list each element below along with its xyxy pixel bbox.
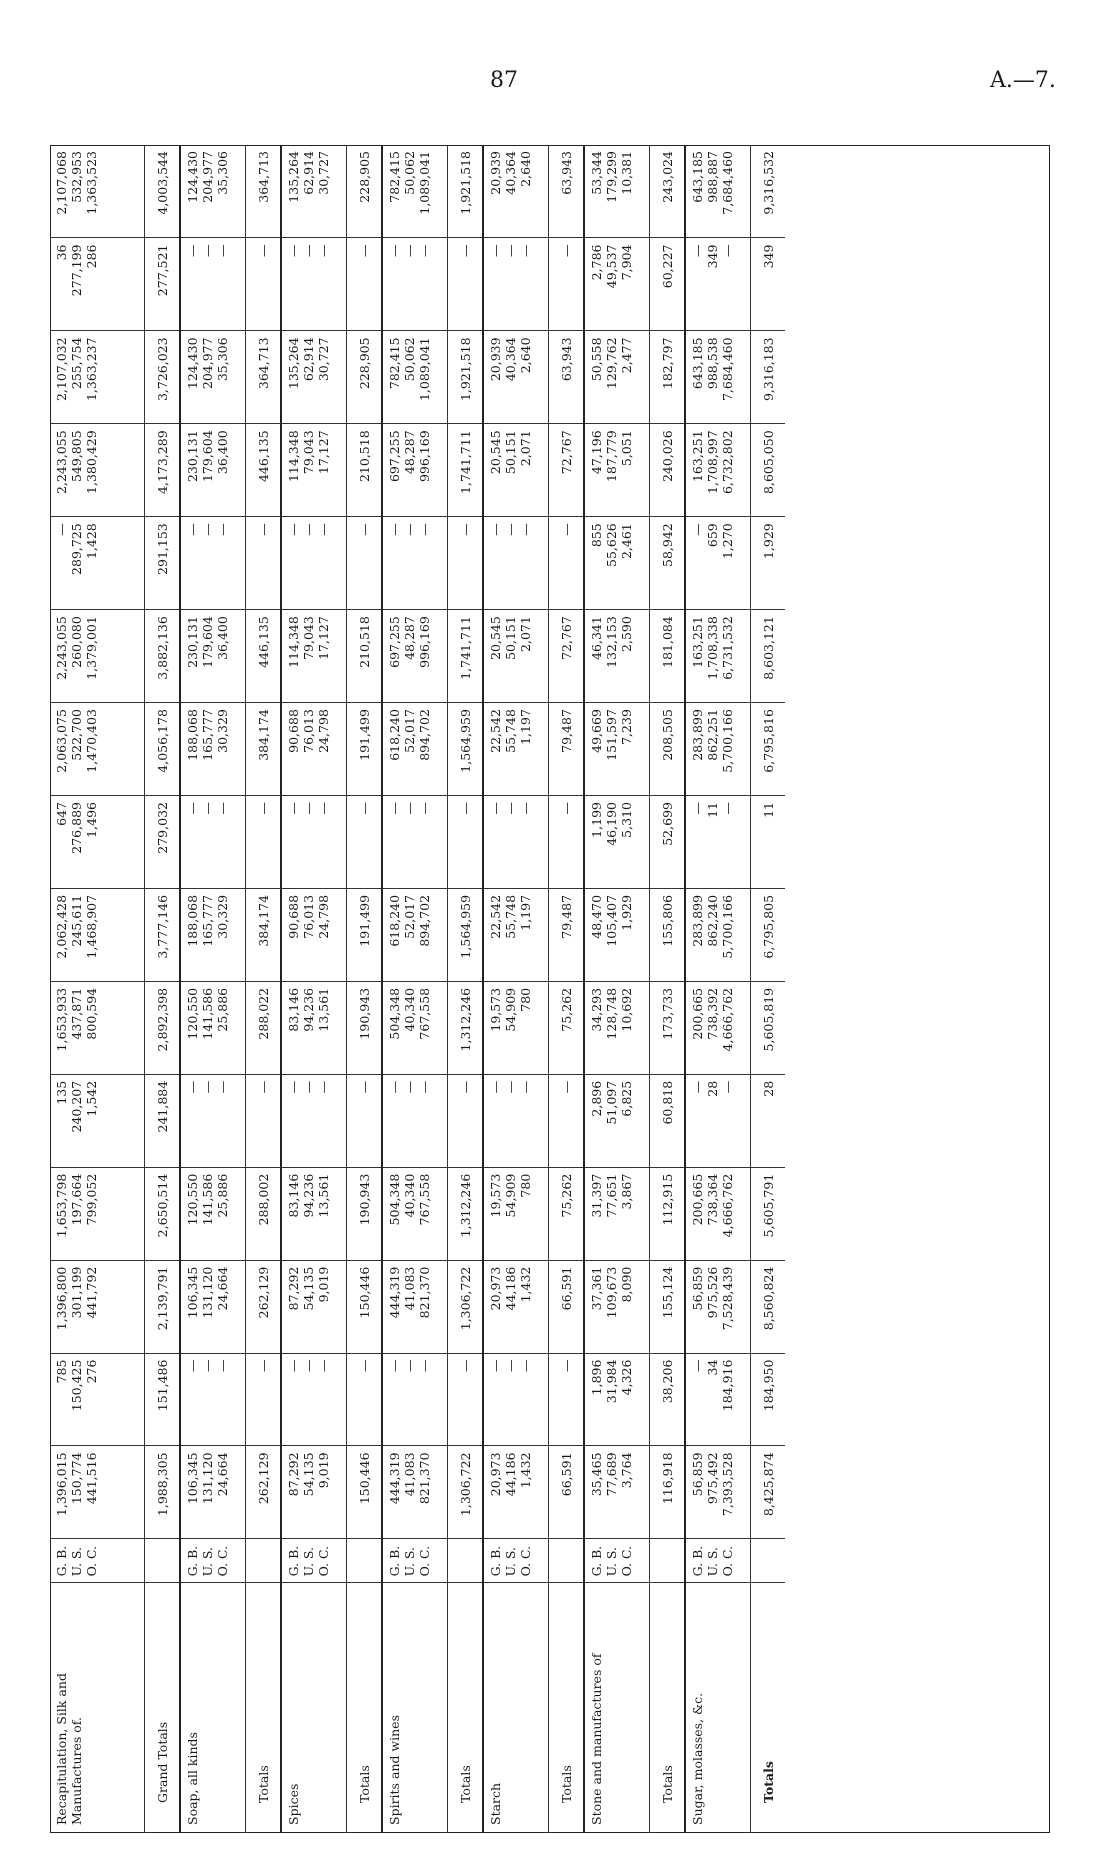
value-cell: 37,361 109,673 8,090 (584, 1260, 650, 1353)
value-cell: 446,135 (246, 424, 282, 517)
value-cell: 1,741,711 (448, 610, 484, 703)
value-cell: 5,605,791 (751, 1167, 786, 1260)
value-cell: 90,688 76,013 24,798 (281, 703, 347, 796)
row-label: Sugar, molasses, &c. (690, 1692, 705, 1825)
value-cell: 34,293 128,748 10,692 (584, 981, 650, 1074)
value-cell: 20,939 40,364 2,640 (483, 145, 549, 238)
value-cell: 1,653,933 437,871 800,594 (50, 981, 145, 1074)
value-cell: 53,344 179,299 10,381 (584, 145, 650, 238)
value-cell: 1,564,959 (448, 703, 484, 796)
value-cell: 79,487 (549, 888, 585, 981)
value-cell: — 28 — (685, 1074, 751, 1167)
value-cell: 58,942 (650, 517, 686, 610)
country-codes (448, 1539, 484, 1583)
value-cell: 19,573 54,909 780 (483, 1167, 549, 1260)
value-cell: — — — (281, 238, 347, 331)
value-cell: — — — (281, 517, 347, 610)
row-label: Totals (246, 1583, 282, 1833)
value-cell: 446,135 (246, 610, 282, 703)
value-cell: 208,505 (650, 703, 686, 796)
country-codes: G. B. U. S. O. C. (180, 1539, 246, 1583)
value-cell: — — — (382, 1074, 448, 1167)
value-cell: 66,591 (549, 1260, 585, 1353)
value-cell: 8,605,050 (751, 424, 786, 517)
value-cell: 20,973 44,186 1,432 (483, 1446, 549, 1539)
row-label: Totals (751, 1583, 786, 1833)
value-cell: 190,943 (347, 981, 383, 1074)
document-reference: A.—7. (990, 68, 1056, 93)
row-label: Totals (650, 1583, 686, 1833)
value-cell: 4,003,544 (145, 145, 181, 238)
table-row (382, 145, 448, 1833)
row-label: Soap, all kinds (185, 1732, 200, 1825)
value-cell: 83,146 94,236 13,561 (281, 1167, 347, 1260)
value-cell: — (549, 1074, 585, 1167)
value-cell: 643,185 988,887 7,684,460 (685, 145, 751, 238)
totals-row (549, 145, 585, 1833)
value-cell: 643,185 988,538 7,684,460 (685, 331, 751, 424)
value-cell: 114,348 79,043 17,127 (281, 424, 347, 517)
value-cell: 230,131 179,604 36,400 (180, 610, 246, 703)
country-codes (145, 1539, 181, 1583)
value-cell: — 289,725 1,428 (50, 517, 145, 610)
value-cell: 173,733 (650, 981, 686, 1074)
value-cell: — — — (281, 1353, 347, 1446)
value-cell: 2,062,428 245,611 1,468,907 (50, 888, 145, 981)
value-cell: 31,397 77,651 3,867 (584, 1167, 650, 1260)
value-cell: 63,943 (549, 145, 585, 238)
value-cell: 3,777,146 (145, 888, 181, 981)
value-cell: 1,312,246 (448, 981, 484, 1074)
country-codes: G. B. U. S. O. C. (50, 1539, 145, 1583)
value-cell: — (549, 1353, 585, 1446)
value-cell: 79,487 (549, 703, 585, 796)
value-cell: 151,486 (145, 1353, 181, 1446)
value-cell: 36 277,199 286 (50, 238, 145, 331)
value-cell: 1,741,711 (448, 424, 484, 517)
value-cell: 2,063,075 522,700 1,470,403 (50, 703, 145, 796)
value-cell: — — — (382, 238, 448, 331)
value-cell: — — — (180, 238, 246, 331)
value-cell: 1,988,305 (145, 1446, 181, 1539)
value-cell: — (246, 1353, 282, 1446)
value-cell: 184,950 (751, 1353, 786, 1446)
value-cell: 35,465 77,689 3,764 (584, 1446, 650, 1539)
value-cell: 647 276,889 1,496 (50, 796, 145, 889)
country-codes: G. B. U. S. O. C. (281, 1539, 347, 1583)
row-label: Totals (549, 1583, 585, 1833)
value-cell: — 34 184,916 (685, 1353, 751, 1446)
value-cell: — — — (180, 517, 246, 610)
value-cell: — (549, 517, 585, 610)
value-cell: 19,573 54,909 780 (483, 981, 549, 1074)
value-cell: 785 150,425 276 (50, 1353, 145, 1446)
row-label: Totals (347, 1583, 383, 1833)
value-cell: 2,786 49,537 7,904 (584, 238, 650, 331)
value-cell: 75,262 (549, 981, 585, 1074)
table-row (180, 145, 246, 1833)
value-cell: 444,319 41,083 821,370 (382, 1446, 448, 1539)
value-cell: — — — (180, 796, 246, 889)
value-cell: 163,251 1,708,997 6,732,802 (685, 424, 751, 517)
value-cell: 63,943 (549, 331, 585, 424)
value-cell: 49,669 151,597 7,239 (584, 703, 650, 796)
value-cell: 114,348 79,043 17,127 (281, 610, 347, 703)
value-cell: — (549, 238, 585, 331)
value-cell: 8,560,824 (751, 1260, 786, 1353)
row-label: Starch (488, 1782, 503, 1825)
value-cell: 2,892,398 (145, 981, 181, 1074)
value-cell: 697,255 48,287 996,169 (382, 424, 448, 517)
value-cell: 1,199 46,190 5,310 (584, 796, 650, 889)
value-cell: 2,243,055 549,805 1,380,429 (50, 424, 145, 517)
value-cell: — — — (382, 517, 448, 610)
value-cell: — (246, 238, 282, 331)
value-cell: 210,518 (347, 424, 383, 517)
value-cell: 288,022 (246, 981, 282, 1074)
country-codes: G. B. U. S. O. C. (382, 1539, 448, 1583)
value-cell: 22,542 55,748 1,197 (483, 888, 549, 981)
value-cell: 444,319 41,083 821,370 (382, 1260, 448, 1353)
row-label: Totals (448, 1583, 484, 1833)
value-cell: 200,665 738,392 4,666,762 (685, 981, 751, 1074)
value-cell: — (246, 796, 282, 889)
value-cell: — (347, 1074, 383, 1167)
value-cell: 230,131 179,604 36,400 (180, 424, 246, 517)
row-label: Recapitulation, Silk and Manufactures of. (54, 1673, 84, 1825)
value-cell: — — — (180, 1074, 246, 1167)
value-cell: — — — (382, 1353, 448, 1446)
value-cell: 20,973 44,186 1,432 (483, 1260, 549, 1353)
value-cell: 283,899 862,251 5,700,166 (685, 703, 751, 796)
country-codes (751, 1539, 786, 1583)
value-cell: 2,107,032 255,754 1,363,237 (50, 331, 145, 424)
row-label: Stone and manufactures of (589, 1653, 604, 1825)
value-cell: 8,425,874 (751, 1446, 786, 1539)
value-cell: 241,884 (145, 1074, 181, 1167)
value-cell: 106,345 131,120 24,664 (180, 1446, 246, 1539)
value-cell: 22,542 55,748 1,197 (483, 703, 549, 796)
value-cell: 20,545 50,151 2,071 (483, 610, 549, 703)
value-cell: 1,564,959 (448, 888, 484, 981)
value-cell: 279,032 (145, 796, 181, 889)
value-cell: 4,173,289 (145, 424, 181, 517)
value-cell: 181,084 (650, 610, 686, 703)
value-cell: 72,767 (549, 610, 585, 703)
value-cell: 9,316,532 (751, 145, 786, 238)
value-cell: 190,943 (347, 1167, 383, 1260)
value-cell: 47,196 187,779 5,051 (584, 424, 650, 517)
value-cell: 2,107,068 532,953 1,363,523 (50, 145, 145, 238)
value-cell: 504,348 40,340 767,558 (382, 1167, 448, 1260)
value-cell: 4,056,178 (145, 703, 181, 796)
value-cell: 150,446 (347, 1260, 383, 1353)
value-cell: 291,153 (145, 517, 181, 610)
value-cell: 384,174 (246, 888, 282, 981)
value-cell: 277,521 (145, 238, 181, 331)
value-cell: 20,545 50,151 2,071 (483, 424, 549, 517)
value-cell: 135,264 62,914 30,727 (281, 331, 347, 424)
value-cell: — (448, 238, 484, 331)
value-cell: 155,124 (650, 1260, 686, 1353)
country-codes: G. B. U. S. O. C. (483, 1539, 549, 1583)
table-row (50, 145, 145, 1833)
value-cell: 364,713 (246, 145, 282, 238)
value-cell: 150,446 (347, 1446, 383, 1539)
country-codes (549, 1539, 585, 1583)
value-cell: 364,713 (246, 331, 282, 424)
value-cell: 228,905 (347, 145, 383, 238)
value-cell: — (448, 1074, 484, 1167)
value-cell: 38,206 (650, 1353, 686, 1446)
value-cell: 618,240 52,017 894,702 (382, 888, 448, 981)
value-cell: 120,550 141,586 25,886 (180, 981, 246, 1074)
country-codes (246, 1539, 282, 1583)
page-number: 87 (490, 68, 518, 93)
value-cell: — (347, 238, 383, 331)
value-cell: — — — (483, 1353, 549, 1446)
value-cell: 90,688 76,013 24,798 (281, 888, 347, 981)
value-cell: 782,415 50,062 1,089,041 (382, 331, 448, 424)
value-cell: 2,650,514 (145, 1167, 181, 1260)
value-cell: 1,921,518 (448, 331, 484, 424)
totals-row (448, 145, 484, 1833)
value-cell: 28 (751, 1074, 786, 1167)
totals-row (246, 145, 282, 1833)
value-cell: 60,227 (650, 238, 686, 331)
value-cell: 1,896 31,984 4,326 (584, 1353, 650, 1446)
value-cell: 56,859 975,526 7,528,439 (685, 1260, 751, 1353)
value-cell: 46,341 132,153 2,590 (584, 610, 650, 703)
value-cell: 1,921,518 (448, 145, 484, 238)
value-cell: — (448, 796, 484, 889)
value-cell: 200,665 738,364 4,666,762 (685, 1167, 751, 1260)
value-cell: 1,396,015 150,774 441,516 (50, 1446, 145, 1539)
value-cell: 3,882,136 (145, 610, 181, 703)
value-cell: 83,146 94,236 13,561 (281, 981, 347, 1074)
value-cell: 1,396,800 301,199 441,792 (50, 1260, 145, 1353)
value-cell: 782,415 50,062 1,089,041 (382, 145, 448, 238)
value-cell: 262,129 (246, 1446, 282, 1539)
value-cell: 1,653,798 197,664 799,052 (50, 1167, 145, 1260)
value-cell: 87,292 54,135 9,019 (281, 1446, 347, 1539)
value-cell: 1,312,246 (448, 1167, 484, 1260)
totals-row (145, 145, 181, 1833)
value-cell: 1,306,722 (448, 1260, 484, 1353)
value-cell: 112,915 (650, 1167, 686, 1260)
value-cell: 163,251 1,708,338 6,731,532 (685, 610, 751, 703)
value-cell: 66,591 (549, 1446, 585, 1539)
value-cell: — — — (281, 1074, 347, 1167)
value-cell: 60,818 (650, 1074, 686, 1167)
value-cell: 2,243,055 260,080 1,379,001 (50, 610, 145, 703)
country-codes: G. B. U. S. O. C. (685, 1539, 751, 1583)
country-codes: G. B. U. S. O. C. (584, 1539, 650, 1583)
row-label: Spices (286, 1783, 301, 1825)
value-cell: 188,068 165,777 30,329 (180, 888, 246, 981)
value-cell: 243,024 (650, 145, 686, 238)
value-cell: 124,430 204,977 35,306 (180, 145, 246, 238)
value-cell: 75,262 (549, 1167, 585, 1260)
country-codes (650, 1539, 686, 1583)
value-cell: 48,470 105,407 1,929 (584, 888, 650, 981)
table-row (685, 145, 751, 1833)
value-cell: — (448, 517, 484, 610)
table-row (281, 145, 347, 1833)
value-cell: 618,240 52,017 894,702 (382, 703, 448, 796)
table-row (483, 145, 549, 1833)
value-cell: 504,348 40,340 767,558 (382, 981, 448, 1074)
value-cell: — (448, 1353, 484, 1446)
value-cell: 8,603,121 (751, 610, 786, 703)
value-cell: — 659 1,270 (685, 517, 751, 610)
value-cell: 288,002 (246, 1167, 282, 1260)
value-cell: 384,174 (246, 703, 282, 796)
value-cell: — — — (483, 796, 549, 889)
value-cell: — — — (483, 517, 549, 610)
value-cell: — — — (483, 1074, 549, 1167)
statistics-table (50, 145, 785, 1833)
value-cell: 11 (751, 796, 786, 889)
value-cell: — (549, 796, 585, 889)
value-cell: 283,899 862,240 5,700,166 (685, 888, 751, 981)
totals-row (347, 145, 383, 1833)
value-cell: — 349 — (685, 238, 751, 331)
value-cell: 9,316,183 (751, 331, 786, 424)
value-cell: 210,518 (347, 610, 383, 703)
value-cell: 1,929 (751, 517, 786, 610)
row-label: Spirits and wines (387, 1715, 402, 1825)
value-cell: — — — (180, 1353, 246, 1446)
value-cell: — (246, 1074, 282, 1167)
value-cell: 349 (751, 238, 786, 331)
value-cell: 20,939 40,364 2,640 (483, 331, 549, 424)
value-cell: 116,918 (650, 1446, 686, 1539)
value-cell: 191,499 (347, 703, 383, 796)
value-cell: 135 240,207 1,542 (50, 1074, 145, 1167)
value-cell: 3,726,023 (145, 331, 181, 424)
value-cell: 1,306,722 (448, 1446, 484, 1539)
value-cell: 6,795,816 (751, 703, 786, 796)
value-cell: — (347, 1353, 383, 1446)
value-cell: 120,550 141,586 25,886 (180, 1167, 246, 1260)
value-cell: 5,605,819 (751, 981, 786, 1074)
value-cell: 6,795,805 (751, 888, 786, 981)
value-cell: 188,068 165,777 30,329 (180, 703, 246, 796)
value-cell: 155,806 (650, 888, 686, 981)
value-cell: — — — (281, 796, 347, 889)
value-cell: 191,499 (347, 888, 383, 981)
value-cell: 2,896 51,097 6,825 (584, 1074, 650, 1167)
value-cell: — 11 — (685, 796, 751, 889)
value-cell: — (347, 517, 383, 610)
value-cell: 124,430 204,977 35,306 (180, 331, 246, 424)
value-cell: 72,767 (549, 424, 585, 517)
value-cell: 56,859 975,492 7,393,528 (685, 1446, 751, 1539)
value-cell: — (246, 517, 282, 610)
totals-row (751, 145, 786, 1833)
value-cell: 182,797 (650, 331, 686, 424)
value-cell: 262,129 (246, 1260, 282, 1353)
value-cell: 240,026 (650, 424, 686, 517)
totals-row (650, 145, 686, 1833)
rotated-table-container (50, 145, 1050, 1833)
table-row (584, 145, 650, 1833)
value-cell: 106,345 131,120 24,664 (180, 1260, 246, 1353)
value-cell: 50,558 129,762 2,477 (584, 331, 650, 424)
value-cell: 228,905 (347, 331, 383, 424)
row-label: Grand Totals (145, 1583, 181, 1833)
value-cell: — — — (382, 796, 448, 889)
value-cell: 2,139,791 (145, 1260, 181, 1353)
value-cell: 697,255 48,287 996,169 (382, 610, 448, 703)
value-cell: — (347, 796, 383, 889)
value-cell: 135,264 62,914 30,727 (281, 145, 347, 238)
value-cell: — — — (483, 238, 549, 331)
value-cell: 87,292 54,135 9,019 (281, 1260, 347, 1353)
value-cell: 52,699 (650, 796, 686, 889)
country-codes (347, 1539, 383, 1583)
value-cell: 855 55,626 2,461 (584, 517, 650, 610)
